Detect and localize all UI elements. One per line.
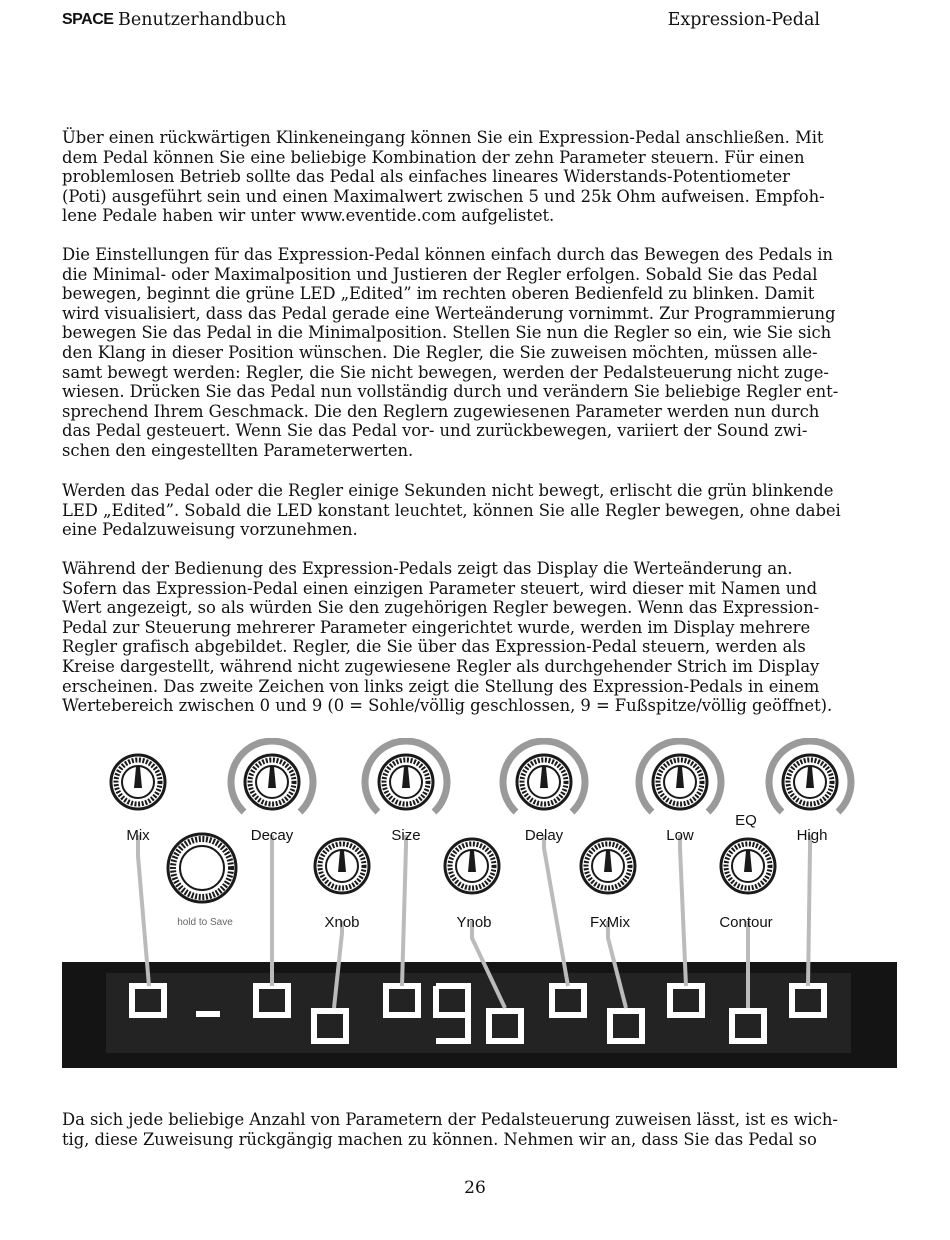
save-button[interactable] bbox=[168, 834, 236, 902]
paragraph-led-edited: Werden das Pedal oder die Regler einige Sekunden nicht bewegt, erlischt die grün blinkende LED „Edited”. Sobald die LED konstant leuchtet, können Sie alle Regler bewegen, ohne dabei eine Pedalzuweisung vorzunehmen. bbox=[62, 481, 841, 540]
page-header bbox=[62, 10, 820, 34]
digit-dash bbox=[196, 1011, 220, 1017]
high-knob[interactable] bbox=[769, 741, 851, 812]
hold-to-save-label: hold to Save bbox=[177, 917, 233, 928]
pedal-display-diagram bbox=[60, 738, 900, 1073]
xnob-label: Xnob bbox=[324, 914, 360, 931]
high-label: High bbox=[796, 827, 828, 844]
decay-knob[interactable] bbox=[231, 741, 313, 812]
header-section-title: Expression-Pedal bbox=[667, 10, 820, 30]
size-knob[interactable] bbox=[365, 741, 447, 812]
ynob-label: Ynob bbox=[456, 914, 492, 931]
decay-label: Decay bbox=[250, 827, 294, 844]
paragraph-display: Während der Bedienung des Expression-Pedals zeigt das Display die Werteänderung an. Sofern das Expression-Pedal einen einzigen Parameter steuert, wird dieser mit Namen und Wert angezeigt, so als würden Sie den zugehörigen Regler bewegen. Wenn das Expression- Pedal zur Steuerung mehrerer Parameter eingerichtet wurde, werden im Display mehrere Regler grafisch abgebildet. Regler, die Sie über das Expression-Pedal steuern, werden als Kreise dargestellt, während nicht zugewiesene Regler als durchgehender Strich im Display erscheinen. Das zweite Zeichen von links zeigt die Stellung des Expression-Pedals in einem Wertebereich zwischen 0 und 9 (0 = Sohle/völlig geschlossen, 9 = Fußspitze/völlig geöffnet). bbox=[62, 559, 833, 716]
fxmix-label: FxMix bbox=[590, 914, 630, 931]
contour-label: Contour bbox=[719, 914, 773, 931]
delay-knob[interactable] bbox=[503, 741, 585, 812]
space-logo: SPACE bbox=[62, 11, 114, 28]
fxmix-knob[interactable] bbox=[581, 839, 635, 893]
paragraph-pedal-input: Über einen rückwärtigen Klinkeneingang können Sie ein Expression-Pedal anschließen. Mit dem Pedal können Sie eine beliebige Kombination der zehn Parameter steuern. Für einen problemlosen Betrieb sollte das Pedal als einfaches lineares Widerstands-Potentiometer (Poti) ausgeführt sein und einen Maximalwert zwischen 5 und 25k Ohm aufweisen. Empfoh- lene Pedale haben wir unter www.eventide.com aufgelistet. bbox=[62, 128, 825, 226]
header-manual-title: Benutzerhandbuch bbox=[118, 10, 287, 30]
size-label: Size bbox=[391, 827, 421, 844]
mix-knob[interactable] bbox=[111, 755, 165, 809]
ynob-knob[interactable] bbox=[445, 839, 499, 893]
paragraph-undo-assignment: Da sich jede beliebige Anzahl von Parametern der Pedalsteuerung zuweisen lässt, ist es wich- tig, diese Zuweisung rückgängig machen zu können. Nehmen wir an, dass Sie das Pedal so bbox=[62, 1110, 838, 1149]
xnob-knob[interactable] bbox=[315, 839, 369, 893]
mix-label: Mix bbox=[126, 827, 150, 844]
eq-label: EQ bbox=[735, 812, 757, 829]
delay-label: Delay bbox=[524, 827, 564, 844]
low-knob[interactable] bbox=[639, 741, 721, 812]
paragraph-pedal-settings: Die Einstellungen für das Expression-Pedal können einfach durch das Bewegen des Pedals in die Minimal- oder Maximalposition und Justieren der Regler erfolgen. Sobald Sie das Pedal bewegen, beginnt die grüne LED „Edited” im rechten oberen Bedienfeld zu blinken. Damit wird visualisiert, dass das Pedal gerade eine Werteänderung vornimmt. Zur Programmierung bewegen Sie das Pedal in die Minimalposition. Stellen Sie nun die Regler so ein, wie Sie sich den Klang in dieser Position wünschen. Die Regler, die Sie zuweisen möchten, müssen alle- samt bewegt werden: Regler, die Sie nicht bewegen, werden der Pedalsteuerung nicht zuge- wiesen. Drücken Sie das Pedal nun vollständig durch und verändern Sie beliebige Regler ent- sprechend Ihrem Geschmack. Die den Reglern zugewiesenen Parameter werden nun durch das Pedal gesteuert. Wenn Sie das Pedal vor- und zurückbewegen, variiert der Sound zwi- schen den eingestellten Parameterwerten. bbox=[62, 245, 839, 460]
page-number: 26 bbox=[464, 1178, 486, 1198]
contour-knob[interactable] bbox=[721, 839, 775, 893]
low-label: Low bbox=[666, 827, 694, 844]
